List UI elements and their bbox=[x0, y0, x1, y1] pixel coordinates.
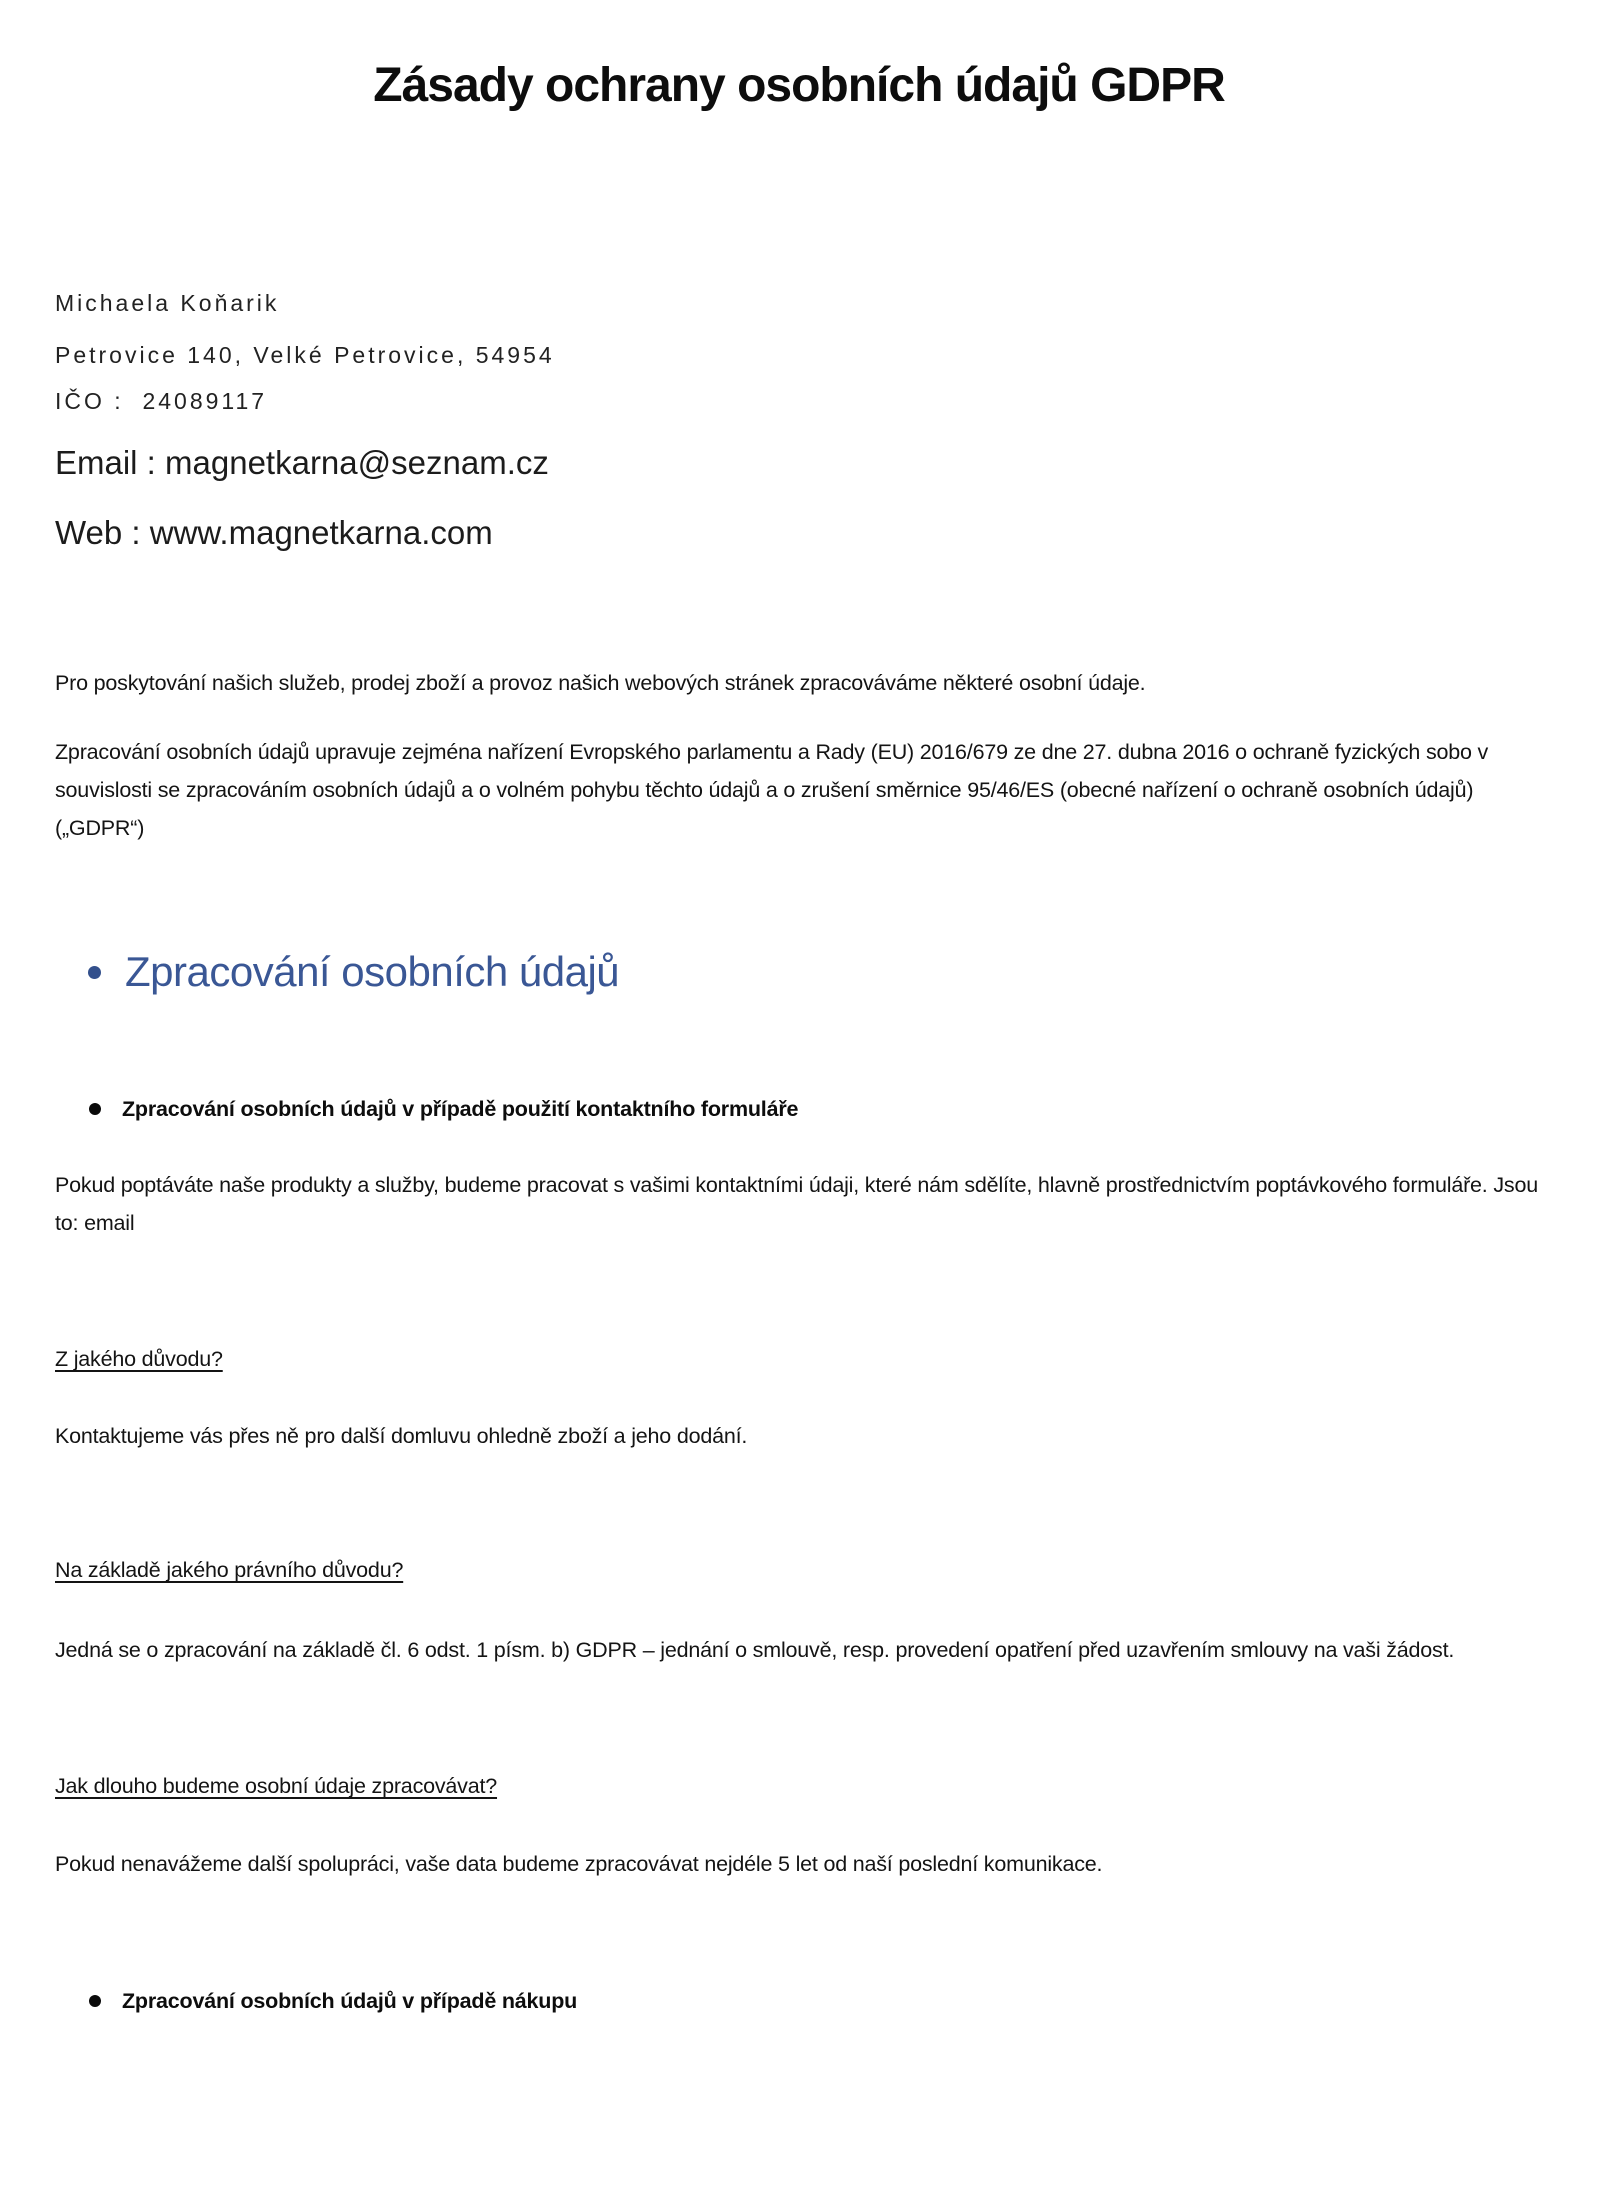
intro-paragraph-services: Pro poskytování našich služeb, prodej zboží a provoz našich webových stránek zpracováváme některé osobní údaje. bbox=[55, 671, 1146, 695]
blue-bullet-icon bbox=[88, 966, 101, 979]
contact-block bbox=[55, 288, 1543, 553]
subsection-heading-text: Zpracování osobních údajů v případě použití kontaktního formuláře bbox=[122, 1097, 799, 1121]
question-heading-duration: Jak dlouho budeme osobní údaje zpracovávat? bbox=[55, 1774, 498, 1798]
page-title: Zásady ochrany osobních údajů GDPR bbox=[373, 59, 1225, 112]
section-heading-processing bbox=[55, 946, 1543, 998]
subsection-heading-text: Zpracování osobních údajů v případě nákupu bbox=[122, 1989, 578, 2013]
answer-paragraph-duration: Pokud nenavážeme další spolupráci, vaše data budeme zpracovávat nejdéle 5 let od naší poslední komunikace. bbox=[55, 1852, 1103, 1876]
intro-paragraph-regulation: Zpracování osobních údajů upravuje zejména nařízení Evropského parlamentu a Rady (EU) 2016/679 ze dne 27. dubna 2016 o ochraně fyzických sobo v souvislosti se zpracováním osobních údajů a o volném pohybu těchto údajů a o zrušení směrnice 95/46/ES (obecné nařízení o ochraně osobních údajů) („GDPR“) bbox=[55, 740, 1489, 840]
contact-ico: IČO : 24089117 bbox=[55, 388, 268, 414]
contact-web: Web : www.magnetkarna.com bbox=[55, 514, 493, 551]
contact-address: Petrovice 140, Velké Petrovice, 54954 bbox=[55, 342, 555, 368]
subsection-heading-purchase bbox=[55, 1986, 1543, 2016]
contact-email: Email : magnetkarna@seznam.cz bbox=[55, 444, 549, 481]
black-bullet-icon bbox=[89, 1103, 101, 1115]
section-heading-text: Zpracování osobních údajů bbox=[125, 948, 620, 995]
question-heading-legal-basis: Na základě jakého právního důvodu? bbox=[55, 1558, 404, 1582]
question-heading-reason: Z jakého důvodu? bbox=[55, 1347, 223, 1371]
contact-form-paragraph: Pokud poptáváte naše produkty a služby, budeme pracovat s vašimi kontaktními údaji, které nám sdělíte, hlavně prostřednictvím poptávkového formuláře. Jsou to: email bbox=[55, 1173, 1538, 1235]
answer-paragraph-reason: Kontaktujeme vás přes ně pro další domluvu ohledně zboží a jeho dodání. bbox=[55, 1424, 748, 1448]
black-bullet-icon bbox=[89, 1995, 101, 2007]
answer-paragraph-legal-basis: Jedná se o zpracování na základě čl. 6 odst. 1 písm. b) GDPR – jednání o smlouvě, resp. provedení opatření před uzavřením smlouvy na vaši žádost. bbox=[55, 1638, 1455, 1662]
contact-name: Michaela Koňarik bbox=[55, 290, 280, 316]
subsection-heading-contact-form bbox=[55, 1094, 1543, 1124]
